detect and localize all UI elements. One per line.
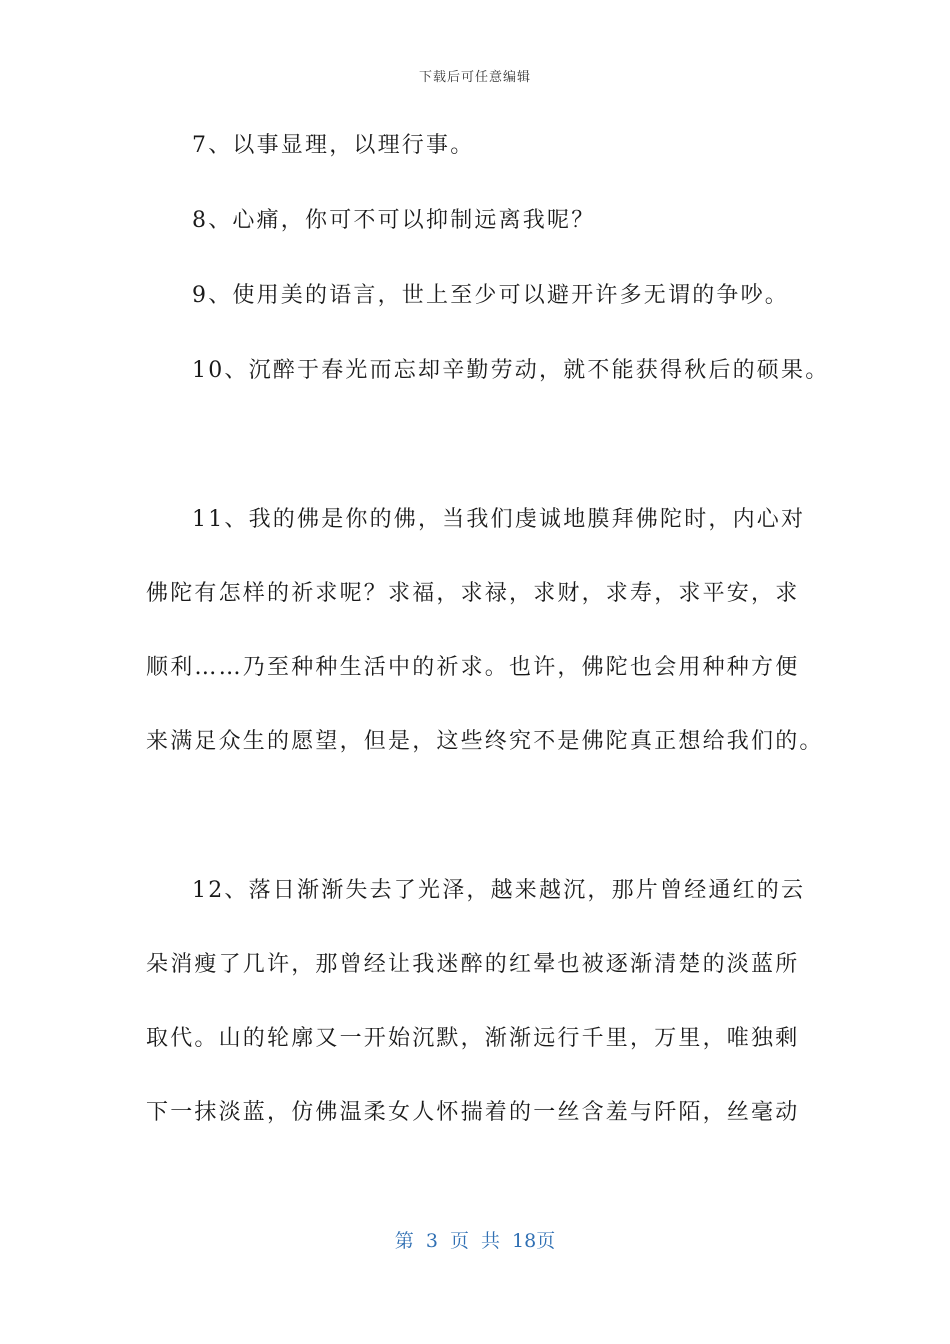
page-header: 下载后可任意编辑	[418, 70, 531, 85]
quote-12-line-3: 取代。山的轮廓又一开始沉默，渐渐远行千里，万里，唯独剩	[146, 1026, 800, 1051]
quote-11-line-4: 来满足众生的愿望，但是，这些终究不是佛陀真正想给我们的。	[146, 729, 824, 754]
quote-7: 7、以事显理，以理行事。	[192, 133, 475, 158]
quote-11-line-2: 佛陀有怎样的祈求呢？求福，求禄，求财，求寿，求平安，求	[146, 581, 800, 606]
quote-12-line-2: 朵消瘦了几许，那曾经让我迷醉的红晕也被逐渐清楚的淡蓝所	[146, 952, 800, 977]
quote-11-line-1: 11、我的佛是你的佛，当我们虔诚地膜拜佛陀时，内心对	[192, 507, 806, 532]
page-footer: 第 3 页 共 18页	[394, 1230, 556, 1252]
quote-12-line-1: 12、落日渐渐失去了光泽，越来越沉，那片曾经通红的云	[192, 878, 806, 903]
quote-8: 8、心痛，你可不可以抑制远离我呢？	[192, 208, 596, 233]
quote-12-line-4: 下一抹淡蓝，仿佛温柔女人怀揣着的一丝含羞与阡陌，丝毫动	[146, 1100, 800, 1125]
quote-9: 9、使用美的语言，世上至少可以避开许多无谓的争吵。	[192, 283, 789, 308]
quote-10: 10、沉醉于春光而忘却辛勤劳动，就不能获得秋后的硕果。	[192, 358, 830, 383]
quote-11-line-3: 顺利……乃至种种生活中的祈求。也许，佛陀也会用种种方便	[146, 655, 800, 680]
